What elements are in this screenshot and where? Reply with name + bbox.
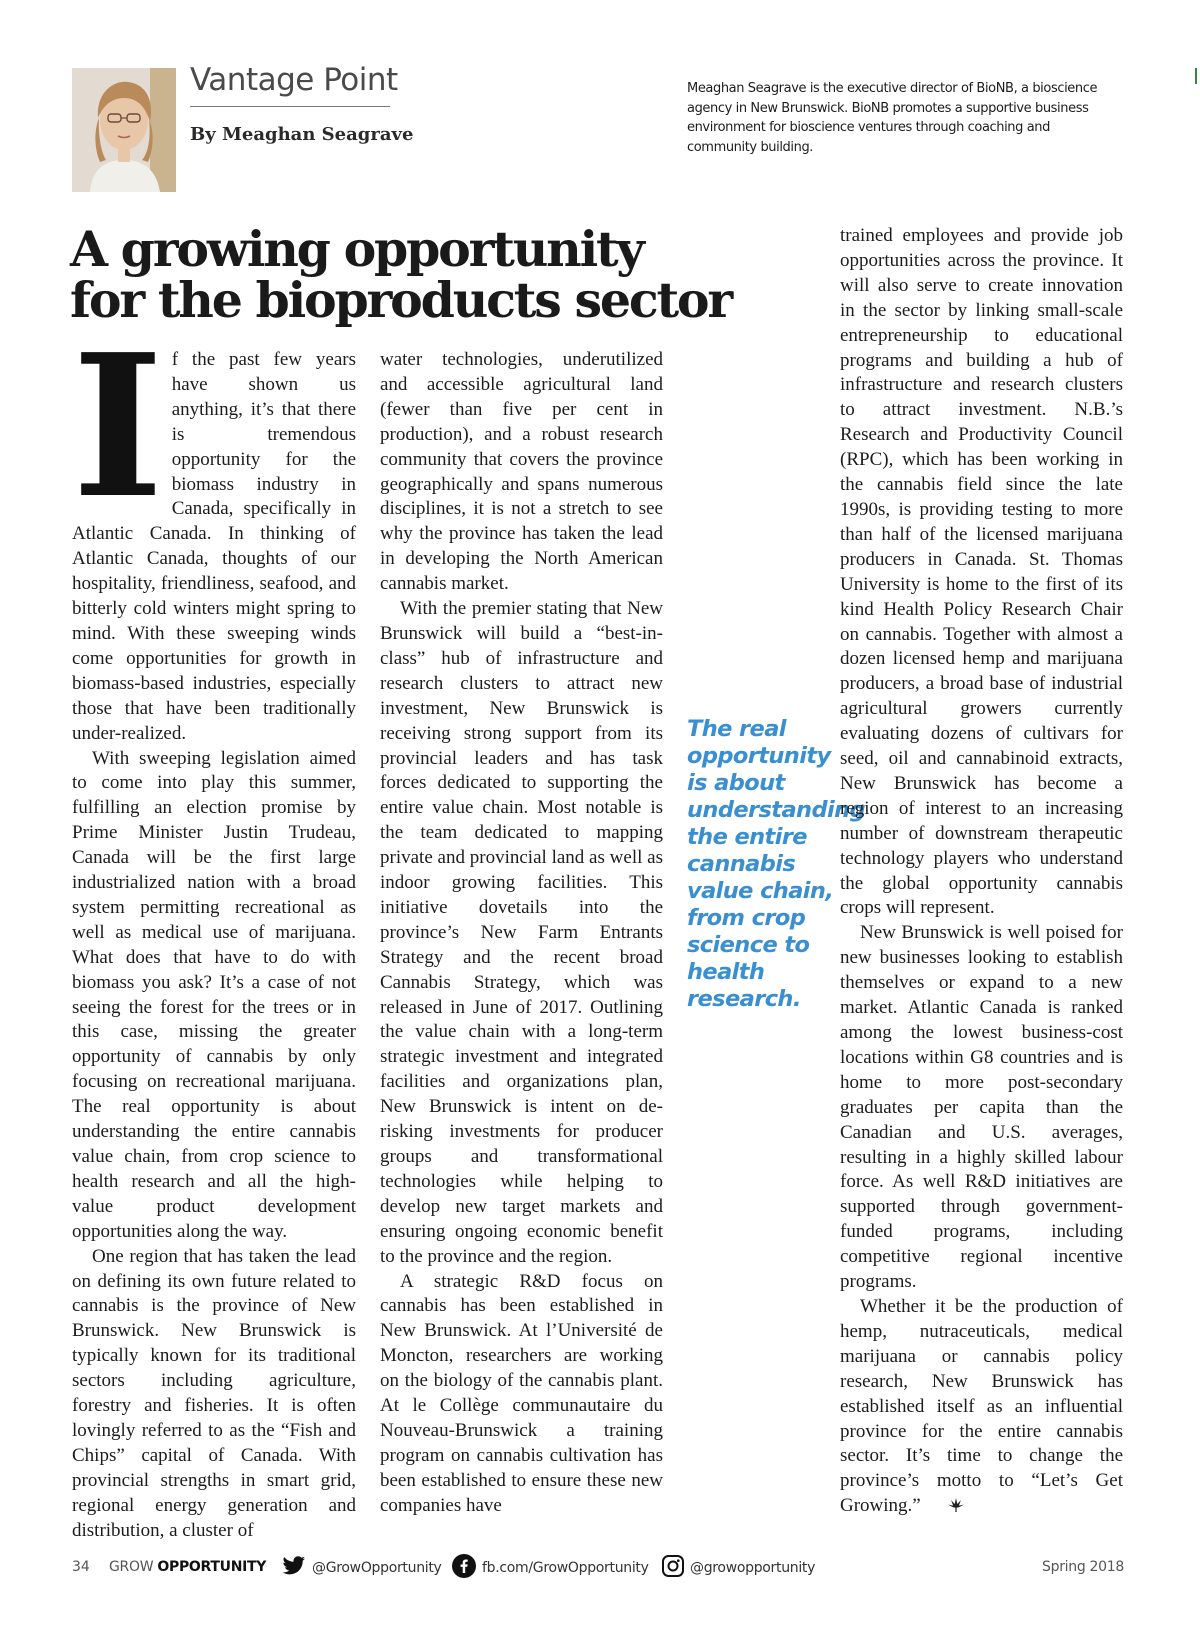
paragraph: With sweeping legislation aimed to come into play this summer, fulfilling an election promise by Prime Minister Justin Trudeau, Canada will be the first large industrialized nation with a broad system permitting recreational as well as medical use of marijuana. What does that have to do with biomass you ask? It’s a case of not seeing the forest for the trees or in this case, missing the greater opportunity of cannabis by only focusing on recreational marijuana. The real opportunity is about understanding the entire cannabis value chain, from crop science to health research and all the high-value product development opportunities along the way. bbox=[72, 747, 356, 1242]
cannabis-leaf-icon bbox=[927, 1496, 965, 1521]
author-bio: Meaghan Seagrave is the executive director of BioNB, a bioscience agency in New Brunswick. BioNB promotes a supportive business environment for bioscience ventures through coaching and community building. bbox=[687, 81, 1098, 155]
page-number: 34 bbox=[72, 1559, 90, 1575]
instagram-icon bbox=[662, 1555, 684, 1581]
headline-line-1: A growing opportunity bbox=[70, 220, 643, 278]
paragraph bbox=[840, 1295, 1123, 1521]
author-photo bbox=[72, 68, 176, 192]
section-title-rule bbox=[190, 106, 390, 107]
article-column-2 bbox=[380, 348, 663, 1519]
article-column-3 bbox=[840, 224, 1123, 1521]
twitter-link[interactable] bbox=[282, 1555, 442, 1581]
page-edge-mark bbox=[1195, 68, 1197, 84]
twitter-icon bbox=[282, 1556, 306, 1580]
magazine-name-light: GROW bbox=[109, 1559, 154, 1575]
facebook-icon bbox=[452, 1554, 476, 1582]
article-column-1 bbox=[72, 312, 356, 1544]
instagram-link[interactable] bbox=[662, 1555, 815, 1581]
headline-line-2: for the bioproducts sector bbox=[70, 271, 731, 329]
facebook-link[interactable] bbox=[452, 1555, 649, 1581]
byline: By Meaghan Seagrave bbox=[190, 124, 414, 145]
magazine-name bbox=[109, 1559, 266, 1575]
paragraph: water technologies, underutilized and accessible agricultural land (fewer than five per cent in production), and a robust research community that covers the province geographically and spans numerous disciplines, it is not a stretch to see why the province has taken the lead in developing the North American cannabis market. bbox=[380, 349, 663, 595]
page-footer bbox=[72, 1555, 1124, 1581]
twitter-handle: @GrowOpportunity bbox=[312, 1560, 442, 1576]
paragraph: A strategic R&D focus on cannabis has been established in New Brunswick. At l’Université de Moncton, researchers are working on the biology of the cannabis plant. At le Collège communautaire du Nouveau-Brunswick a training program on cannabis cultivation has been established to ensure these new companies have bbox=[380, 1270, 663, 1516]
magazine-name-bold: OPPORTUNITY bbox=[157, 1559, 267, 1575]
paragraph-text: Whether it be the production of hemp, nutraceuticals, medical marijuana or cannabis policy research, New Brunswick has established itself as an influential province for the entire cannabis sector. It’s time to change the province’s motto to “Let’s Get Growing.” bbox=[840, 1295, 1123, 1517]
facebook-url: fb.com/GrowOpportunity bbox=[482, 1560, 649, 1576]
pull-quote: The real opportunity is about understanding the entire cannabis value chain, from crop science to health research. bbox=[687, 716, 865, 1012]
article-headline bbox=[70, 220, 750, 329]
paragraph bbox=[72, 312, 356, 747]
paragraph: With the premier stating that New Brunswick will build a “best-in-class” hub of infrastructure and research clusters to attract new investment, New Brunswick is receiving strong support from its provincial leaders and has task forces dedicated to supporting the entire value chain. Most notable is the team dedicated to mapping private and provincial land as well as indoor growing facilities. This initiative dovetails into the province’s New Farm Entrants Strategy and the recent broad Cannabis Strategy, which was released in June of 2017. Outlining the value chain with a long-term strategic investment and integrated facilities and organizations plan, New Brunswick is intent on de-risking investments for producer groups and transformational technologies while helping to develop new target markets and ensuring ongoing economic benefit to the province and the region. bbox=[380, 598, 663, 1267]
section-title: Vantage Point bbox=[190, 62, 398, 98]
paragraph: One region that has taken the lead on defining its own future related to cannabis is the province of New Brunswick. New Brunswick is typically known for its traditional sectors including agriculture, forestry and fisheries. It is often lovingly referred to as the “Fish and Chips” capital of Canada. With provincial strengths in smart grid, regional energy generation and distribution, a cluster of bbox=[72, 1245, 356, 1541]
issue-date: Spring 2018 bbox=[1042, 1559, 1124, 1575]
paragraph: trained employees and provide job opportunities across the province. It will also serve to create innovation in the sector by linking small-scale entrepreneurship to educational programs and building a hub of infrastructure and research clusters to attract investment. N.B.’s Research and Productivity Council (RPC), which has been working in the cannabis field since the late 1990s, is providing testing to more than half of the licensed marijuana producers in Canada. St. Thomas University is home to the first of its kind Health Policy Research Chair on cannabis. Together with almost a dozen licensed hemp and marijuana producers, a broad base of industrial agricultural growers currently evaluating dozens of cultivars for seed, oil and cannabinoid extracts, New Brunswick has become a region of interest to an increasing number of downstream therapeutic technology players who understand the global opportunity cannabis crops will represent. bbox=[840, 225, 1123, 919]
paragraph: New Brunswick is well poised for new businesses looking to establish themselves or expand to a new market. Atlantic Canada is ranked among the lowest business-cost locations within G8 countries and is home to more post-secondary graduates per capita than the Canadian and U.S. averages, resulting in a highly skilled labour force. As well R&D initiatives are supported through government-funded programs, including competitive regional incentive programs. bbox=[840, 922, 1123, 1293]
instagram-handle: @growopportunity bbox=[690, 1560, 816, 1576]
paragraph-text: f the past few years have shown us anything, it’s that there is tremendous opportunity for the biomass industry in Canada, specifically in Atlantic Canada. In thinking of Atlantic Canada, thoughts of our hospitality, friendliness, seafood, and bitterly cold winters might spring to mind. With these sweeping winds come opportunities for growth in biomass-based industries, especially those that have been traditionally under-realized. bbox=[72, 349, 356, 744]
drop-cap: I bbox=[72, 312, 164, 542]
